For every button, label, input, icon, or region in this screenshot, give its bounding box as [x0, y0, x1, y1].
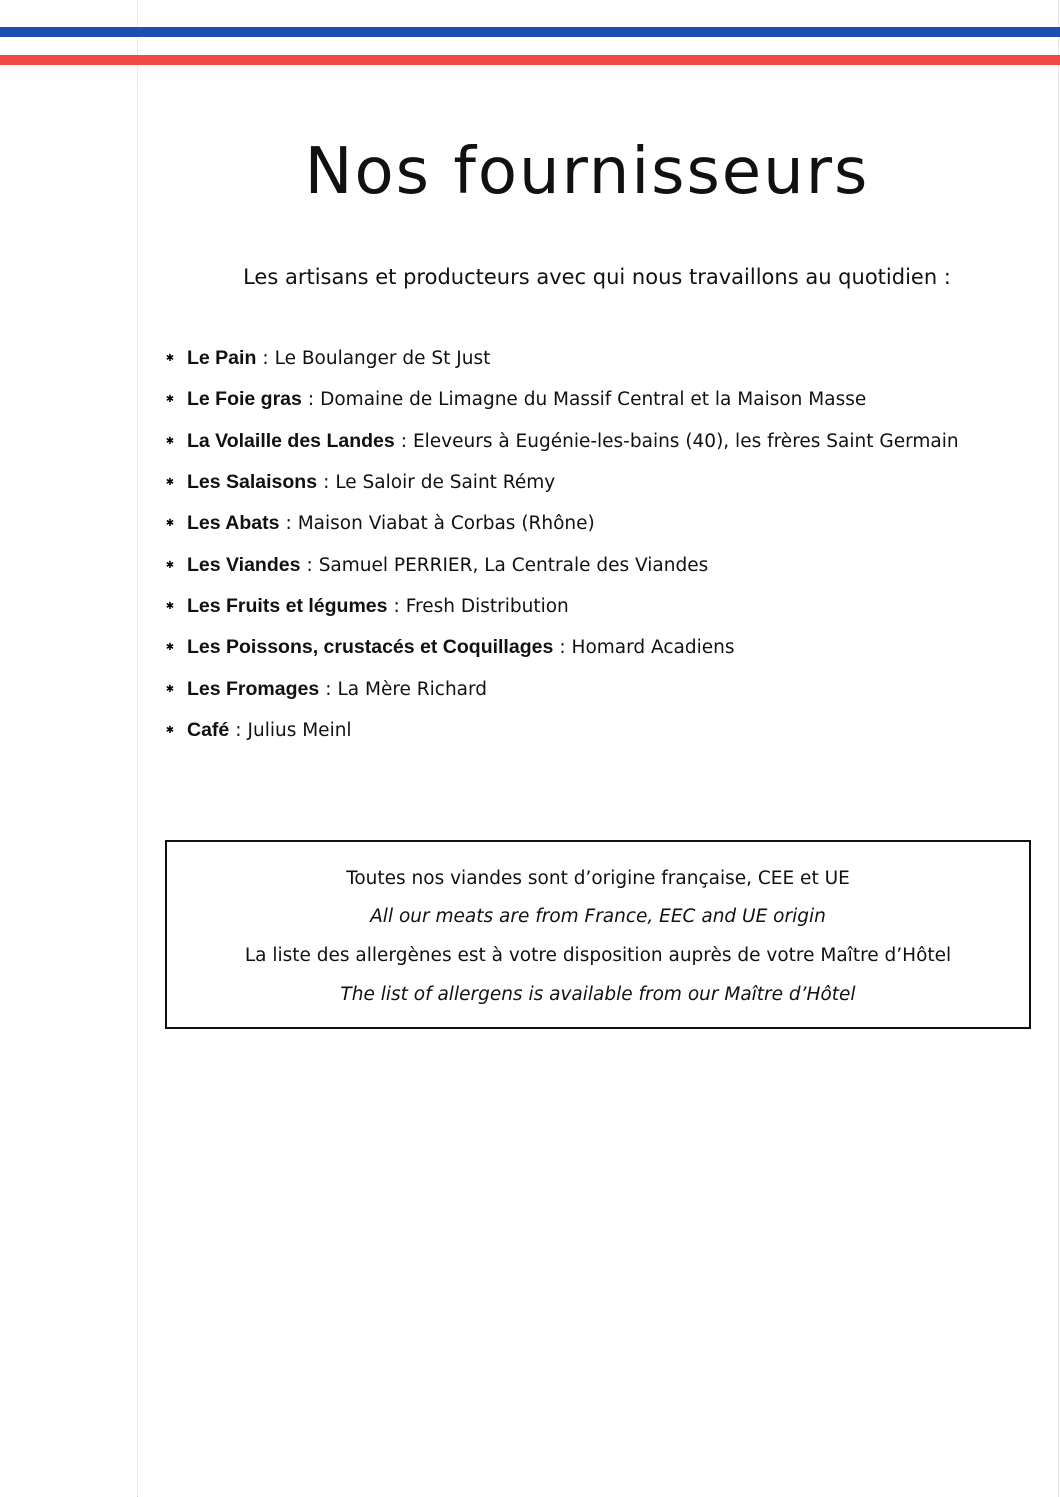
- supplier-name: La Mère Richard: [337, 678, 488, 700]
- separator: :: [262, 348, 269, 370]
- notice-meat-origin-fr: Toutes nos viandes sont d’origine française, CEE et UE: [346, 868, 850, 889]
- notice-box: [165, 840, 1031, 1029]
- star-bullet-icon: ✱: [165, 683, 175, 695]
- supplier-list: [160, 338, 1050, 751]
- supplier-name: Homard Acadiens: [571, 637, 735, 659]
- separator: :: [325, 678, 332, 700]
- list-item: [160, 338, 1050, 379]
- supplier-category: Les Salaisons: [187, 471, 318, 494]
- star-bullet-icon: ✱: [165, 394, 175, 406]
- star-bullet-icon: ✱: [165, 518, 175, 530]
- separator: :: [285, 513, 292, 535]
- list-item: [160, 544, 1050, 585]
- notice-allergens-fr: La liste des allergènes est à votre disposition auprès de votre Maître d’Hôtel: [244, 945, 952, 966]
- supplier-name: Le Saloir de Saint Rémy: [335, 472, 556, 494]
- separator: :: [393, 595, 400, 617]
- separator: :: [306, 554, 313, 576]
- supplier-category: Les Fruits et légumes: [187, 594, 388, 617]
- page-guide-line: [137, 0, 138, 1497]
- page-title: Nos fournisseurs: [304, 135, 870, 209]
- supplier-category: Le Pain: [187, 347, 257, 370]
- list-item: [160, 668, 1050, 709]
- blue-stripe: [0, 27, 1060, 37]
- list-item: [160, 710, 1050, 751]
- supplier-name: Domaine de Limagne du Massif Central et la Maison Masse: [320, 389, 867, 411]
- supplier-name: Julius Meinl: [247, 719, 352, 741]
- separator: :: [235, 719, 242, 741]
- list-item: [160, 462, 1050, 503]
- supplier-name: Fresh Distribution: [405, 595, 569, 617]
- star-bullet-icon: ✱: [165, 477, 175, 489]
- supplier-category: Les Viandes: [187, 553, 301, 576]
- supplier-category: Le Foie gras: [187, 388, 302, 411]
- separator: :: [323, 472, 330, 494]
- notice-allergens-en: The list of allergens is available from our Maître d’Hôtel: [340, 984, 856, 1005]
- star-bullet-icon: ✱: [165, 642, 175, 654]
- intro-text: Les artisans et producteurs avec qui nous travaillons au quotidien :: [243, 265, 951, 289]
- list-item: [160, 421, 1050, 462]
- supplier-category: Les Abats: [187, 512, 280, 535]
- star-bullet-icon: ✱: [165, 559, 175, 571]
- page-right-edge: [1058, 0, 1059, 1497]
- list-item: [160, 586, 1050, 627]
- list-item: [160, 379, 1050, 420]
- supplier-category: Les Fromages: [187, 677, 320, 700]
- star-bullet-icon: ✱: [165, 724, 175, 736]
- supplier-name: Eleveurs à Eugénie-les-bains (40), les frères Saint Germain: [412, 430, 959, 452]
- supplier-name: Samuel PERRIER, La Centrale des Viandes: [318, 554, 709, 576]
- star-bullet-icon: ✱: [165, 435, 175, 447]
- separator: :: [559, 637, 566, 659]
- star-bullet-icon: ✱: [165, 600, 175, 612]
- supplier-category: Les Poissons, crustacés et Coquillages: [187, 636, 554, 659]
- separator: :: [307, 389, 315, 411]
- supplier-category: La Volaille des Landes: [187, 429, 395, 452]
- supplier-category: Café: [187, 718, 230, 741]
- separator: :: [400, 430, 407, 452]
- notice-meat-origin-en: All our meats are from France, EEC and UE origin: [370, 906, 826, 927]
- supplier-name: Maison Viabat à Corbas (Rhône): [297, 513, 595, 535]
- supplier-name: Le Boulanger de St Just: [274, 348, 491, 370]
- red-stripe: [0, 55, 1060, 65]
- star-bullet-icon: ✱: [165, 353, 175, 365]
- list-item: [160, 503, 1050, 544]
- list-item: [160, 627, 1050, 668]
